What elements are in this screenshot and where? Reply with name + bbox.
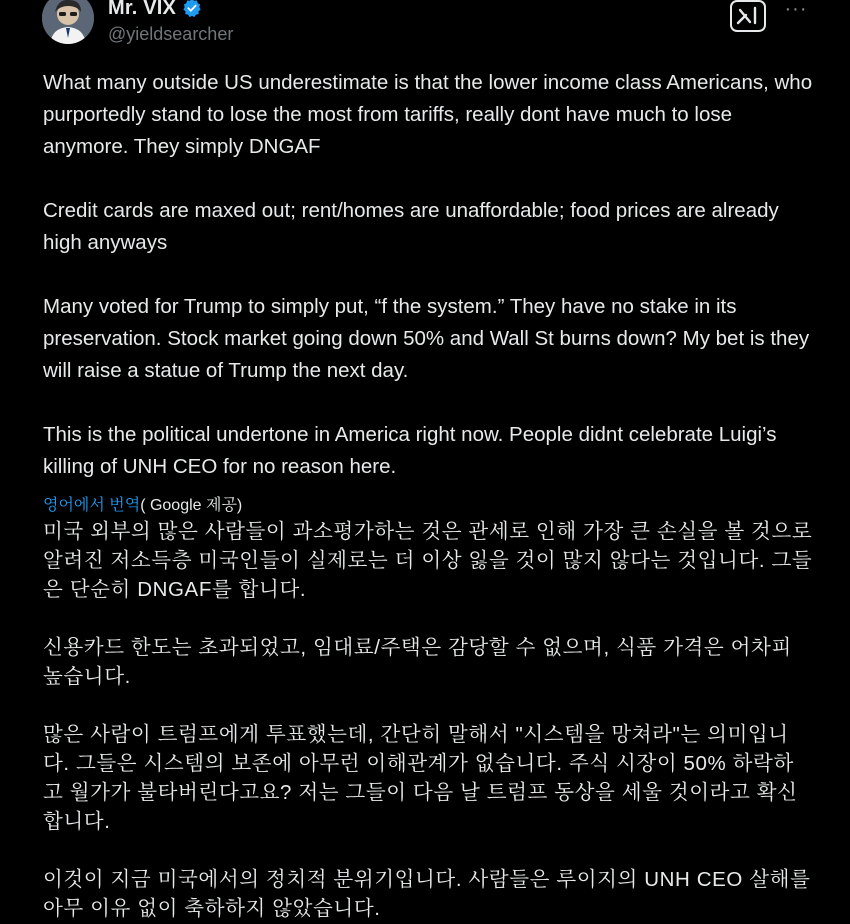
- post-text: [43, 67, 813, 483]
- more-options-button[interactable]: ···: [784, 0, 808, 20]
- display-name[interactable]: Mr. VIX: [108, 0, 177, 19]
- grok-icon: [736, 6, 760, 26]
- post-paragraph: This is the political undertone in America right now. People didnt celebrate Luigi’s killing of UNH CEO for no reason here.: [43, 423, 777, 478]
- translated-from-link[interactable]: 영어에서 번역: [43, 496, 141, 514]
- grok-button[interactable]: [730, 0, 766, 32]
- name-row: [108, 0, 202, 20]
- user-handle[interactable]: @yieldsearcher: [108, 24, 234, 44]
- post-paragraph: Many voted for Trump to simply put, “f the system.” They have no stake in its preservation. Stock market going down 50% and Wall St burns down? My bet is they will raise a statue of Trump the next day.: [43, 295, 810, 382]
- translated-paragraph: 미국 외부의 많은 사람들이 과소평가하는 것은 관세로 인해 가장 큰 손실을 볼 것으로 알려진 저소득층 미국인들이 실제로는 더 이상 잃을 것이 많지 않다는 것입니다. 그들은 단순히 DNGAF를 합니다.: [43, 520, 813, 601]
- post-paragraph: Credit cards are maxed out; rent/homes are unaffordable; food prices are already high anyways: [43, 199, 779, 254]
- translation-attribution: [43, 490, 242, 516]
- translation-provider: ( Google 제공): [140, 496, 243, 514]
- translated-paragraph: 많은 사람이 트럼프에게 투표했는데, 간단히 말해서 "시스템을 망쳐라"는 의미입니다. 그들은 시스템의 보존에 아무런 이해관계가 없습니다. 주식 시장이 50% 하락하고 월가가 불타버린다고요? 저는 그들이 다음 날 트럼프 동상을 세울 것이라고 확신합니다.: [43, 723, 798, 833]
- post-header: [0, 0, 850, 52]
- translated-paragraph: 신용카드 한도는 초과되었고, 임대료/주택은 감당할 수 없으며, 식품 가격은 어차피 높습니다.: [43, 636, 792, 688]
- avatar[interactable]: [42, 0, 94, 44]
- translated-text: [43, 517, 813, 923]
- avatar-image: [42, 0, 94, 44]
- post-paragraph: What many outside US underestimate is that the lower income class Americans, who purportedly stand to lose the most from tariffs, really dont have much to lose anymore. They simply DNGAF: [43, 71, 813, 158]
- translated-paragraph: 이것이 지금 미국에서의 정치적 분위기입니다. 사람들은 루이지의 UNH CEO 살해를 아무 이유 없이 축하하지 않았습니다.: [43, 868, 811, 920]
- verified-badge-icon: [182, 0, 202, 18]
